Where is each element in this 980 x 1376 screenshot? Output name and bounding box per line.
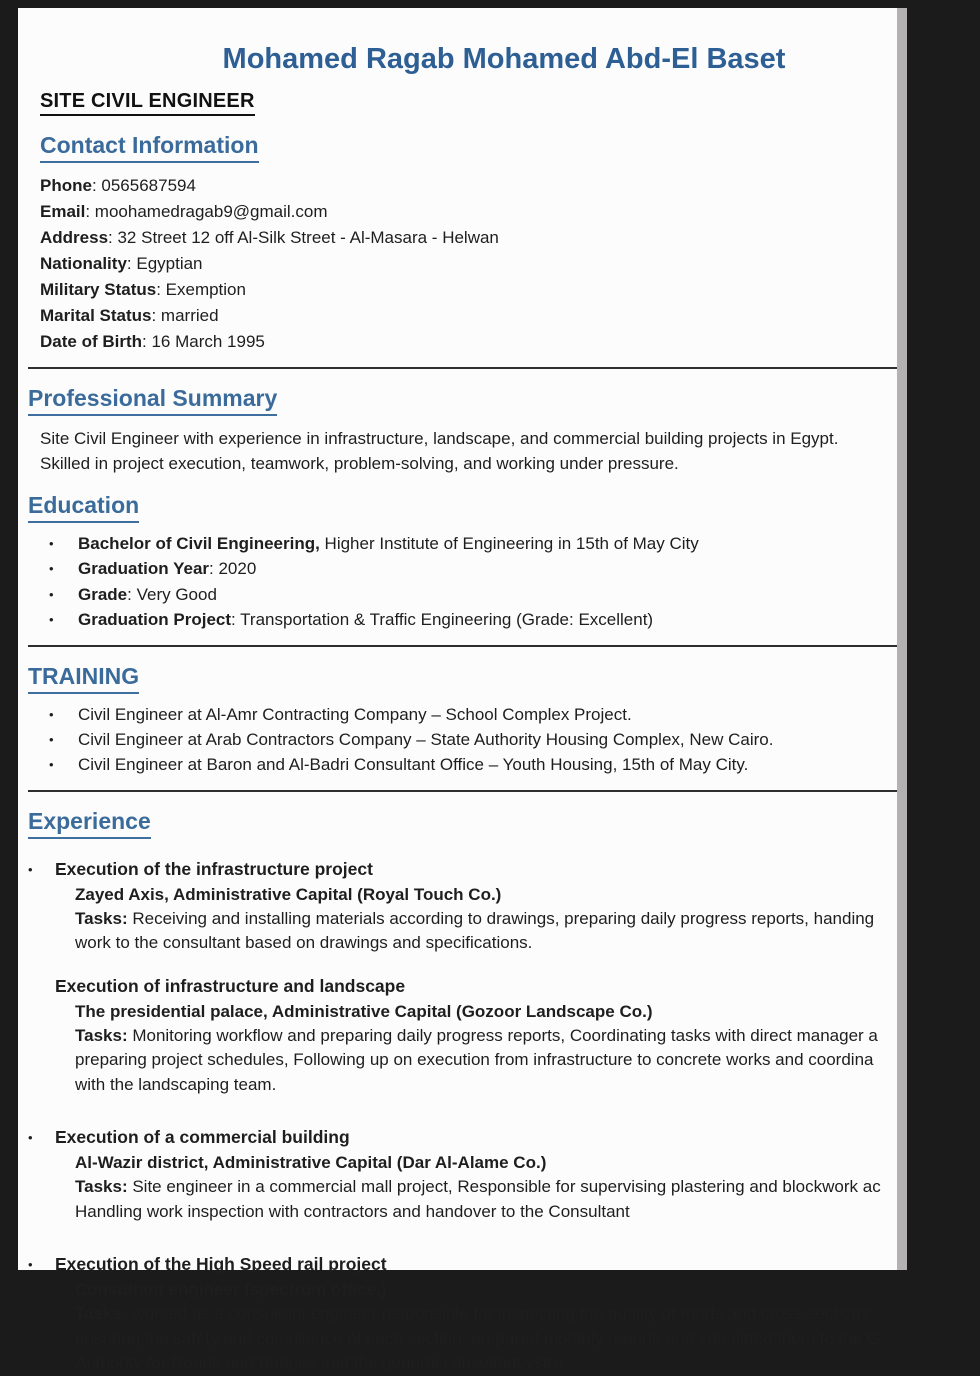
experience-task-line: work to the consultant based on drawings and specifications.: [75, 933, 533, 953]
bullet-icon: •: [49, 706, 54, 722]
job-title: SITE CIVIL ENGINEER: [40, 90, 897, 116]
experience-title: Execution of the High Speed rail project: [55, 1254, 387, 1275]
bullet-icon: •: [28, 1130, 33, 1146]
experience-place: Al-Wazir district, Administrative Capital (Dar Al-Alame Co.): [75, 1153, 547, 1173]
bullet-icon: •: [49, 732, 54, 748]
page-title: Mohamed Ragab Mohamed Abd-El Baset: [222, 43, 786, 75]
experience-place: Consultant engineer (spectrum office.): [75, 1280, 387, 1300]
education-item: • Grade: Very Good: [28, 582, 897, 607]
training-list: [28, 702, 897, 778]
bullet-icon: •: [49, 612, 54, 628]
education-item: • Graduation Year: 2020: [28, 556, 897, 581]
experience-task-line: Tasks: Receiving and installing materials according to drawings, preparing daily progress reports, handing: [75, 908, 875, 928]
experience-item: [28, 857, 897, 956]
contact-field-marital-status: Marital Status: married: [40, 306, 219, 325]
experience-place: The presidential palace, Administrative Capital (Gozoor Landscape Co.): [75, 1001, 653, 1021]
experience-task-line: with the landscaping team.: [75, 1074, 277, 1094]
experience-list: [28, 857, 897, 1376]
contact-field-date-of-birth: Date of Birth: 16 March 1995: [40, 332, 265, 351]
training-item: • Civil Engineer at Baron and Al-Badri Consultant Office – Youth Housing, 15th of May City.: [28, 752, 897, 777]
experience-task-line: ensuring the safety and compliance of each section, prepared monthly reports and submitted them to the G: [75, 1328, 881, 1348]
experience-item: [28, 974, 897, 1098]
experience-task-line: Tasks: Site engineer in a commercial mall project, Responsible for supervising plastering and blockwork ac: [75, 1177, 881, 1197]
contact-field-address: Address: 32 Street 12 off Al-Silk Street - Al-Masara - Helwan: [40, 228, 499, 247]
section-heading-contact: Contact Information: [40, 132, 897, 163]
experience-task-line: Tasks: Monitoring workflow and preparing daily progress reports, Coordinating tasks with direct manager a: [75, 1025, 878, 1045]
summary-line: Skilled in project execution, teamwork, problem-solving, and working under pressure.: [40, 454, 679, 473]
contact-field-nationality: Nationality: Egyptian: [40, 254, 203, 273]
experience-item: [28, 1252, 897, 1376]
education-item: • Graduation Project: Transportation & Traffic Engineering (Grade: Excellent): [28, 607, 897, 632]
experience-item: [28, 1125, 897, 1224]
summary-line: Site Civil Engineer with experience in infrastructure, landscape, and commercial building projects in Egypt.: [40, 429, 839, 448]
experience-task-line: Handling work inspection with contractors and handover to the Consultant: [75, 1201, 630, 1221]
training-item: • Civil Engineer at Arab Contractors Company – State Authority Housing Complex, New Cairo.: [28, 727, 897, 752]
section-heading-education: Education: [28, 492, 897, 523]
contact-field-email: Email: moohamedragab9@gmail.com: [40, 202, 328, 221]
education-item: • Bachelor of Civil Engineering, Higher Institute of Engineering in 15th of May City: [28, 531, 897, 556]
bullet-icon: •: [49, 561, 54, 577]
contact-field-phone: Phone: 0565687594: [40, 176, 196, 195]
training-item: • Civil Engineer at Al-Amr Contracting Company – School Complex Project.: [28, 702, 897, 727]
bullet-icon: •: [28, 1257, 33, 1273]
experience-title: Execution of the infrastructure project: [55, 858, 373, 879]
section-heading-training: TRAINING: [28, 663, 897, 694]
experience-task-line: Tasks: worked as a consultant engineer responsible for inspecting the quality of roads and cross-sections,: [75, 1304, 875, 1324]
experience-task-line: Authority for Roads and Bridges and the general consultant ystra: [75, 1353, 563, 1373]
document-page: [18, 8, 897, 1373]
bullet-icon: •: [49, 536, 54, 551]
experience-title: Execution of infrastructure and landscape: [55, 975, 406, 996]
section-divider: [28, 645, 897, 647]
scrollbar-track[interactable]: [897, 8, 907, 1270]
bullet-icon: •: [49, 586, 54, 602]
summary-text: [40, 426, 897, 476]
contact-list: [40, 173, 897, 355]
experience-title: Execution of a commercial building: [55, 1127, 350, 1148]
section-divider: [28, 367, 897, 369]
education-list: [28, 531, 897, 633]
bullet-icon: •: [49, 757, 54, 773]
section-heading-experience: Experience: [28, 808, 897, 839]
section-heading-summary: Professional Summary: [28, 385, 897, 416]
experience-task-line: preparing project schedules, Following up on execution from infrastructure to concrete works and coordina: [75, 1050, 874, 1070]
bullet-icon: •: [28, 861, 33, 877]
experience-place: Zayed Axis, Administrative Capital (Royal Touch Co.): [75, 884, 502, 904]
section-divider: [28, 790, 897, 792]
contact-field-military-status: Military Status: Exemption: [40, 280, 246, 299]
